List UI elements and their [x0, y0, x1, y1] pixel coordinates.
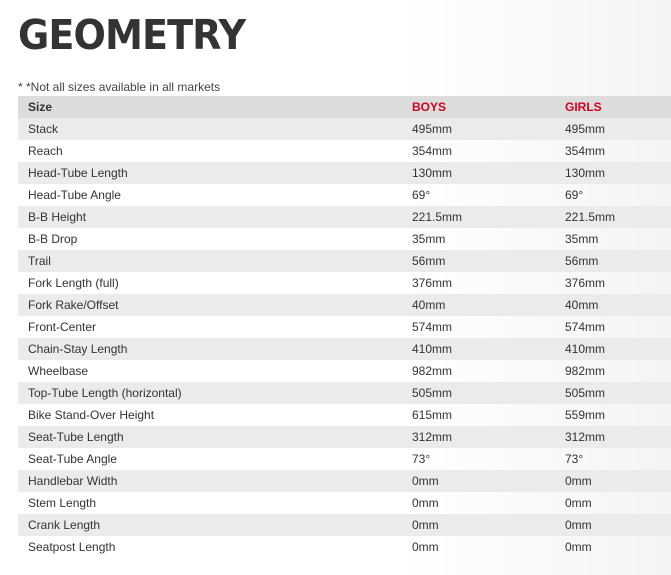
table-row [18, 514, 671, 536]
boys-value: 354mm [412, 144, 453, 158]
table-row [18, 206, 671, 228]
girls-value: 40mm [565, 298, 599, 312]
measurement-label: B-B Height [28, 210, 87, 224]
boys-value: 615mm [412, 408, 453, 422]
girls-value: 0mm [565, 540, 592, 554]
girls-value: 574mm [565, 320, 606, 334]
boys-value: 221.5mm [412, 210, 463, 224]
measurement-label: Fork Length (full) [28, 276, 119, 290]
girls-value: 0mm [565, 474, 592, 488]
geometry-table [18, 96, 671, 558]
girls-value: 982mm [565, 364, 606, 378]
header-boys: BOYS [412, 100, 447, 114]
boys-value: 130mm [412, 166, 453, 180]
boys-value: 410mm [412, 342, 453, 356]
girls-value: 35mm [565, 232, 599, 246]
measurement-label: Chain-Stay Length [28, 342, 128, 356]
table-row [18, 316, 671, 338]
boys-value: 40mm [412, 298, 446, 312]
header-row [18, 96, 671, 118]
boys-value: 376mm [412, 276, 453, 290]
measurement-label: Stem Length [28, 496, 97, 510]
measurement-label: B-B Drop [28, 232, 78, 246]
table-row [18, 382, 671, 404]
measurement-label: Top-Tube Length (horizontal) [28, 386, 182, 400]
measurement-label: Bike Stand-Over Height [28, 408, 155, 422]
table-row [18, 250, 671, 272]
girls-value: 130mm [565, 166, 606, 180]
girls-value: 495mm [565, 122, 606, 136]
measurement-label: Seat-Tube Angle [28, 452, 117, 466]
girls-value: 69° [565, 188, 584, 202]
boys-value: 312mm [412, 430, 453, 444]
girls-value: 354mm [565, 144, 606, 158]
measurement-label: Seatpost Length [28, 540, 116, 554]
table-row [18, 536, 671, 558]
table-row [18, 228, 671, 250]
boys-value: 35mm [412, 232, 446, 246]
availability-note: * *Not all sizes available in all markets [18, 80, 221, 94]
table-row [18, 470, 671, 492]
table-row [18, 118, 671, 140]
girls-value: 376mm [565, 276, 606, 290]
girls-value: 56mm [565, 254, 599, 268]
measurement-label: Trail [28, 254, 51, 268]
boys-value: 69° [412, 188, 431, 202]
boys-value: 982mm [412, 364, 453, 378]
boys-value: 0mm [412, 474, 439, 488]
boys-value: 73° [412, 452, 431, 466]
girls-value: 505mm [565, 386, 606, 400]
girls-value: 221.5mm [565, 210, 616, 224]
measurement-label: Wheelbase [28, 364, 89, 378]
measurement-label: Front-Center [28, 320, 97, 334]
boys-value: 56mm [412, 254, 446, 268]
measurement-label: Head-Tube Length [28, 166, 128, 180]
header-girls: GIRLS [565, 100, 602, 114]
table-row [18, 338, 671, 360]
boys-value: 0mm [412, 496, 439, 510]
measurement-label: Crank Length [28, 518, 101, 532]
measurement-label: Head-Tube Angle [28, 188, 121, 202]
table-row [18, 184, 671, 206]
table-row [18, 272, 671, 294]
measurement-label: Handlebar Width [28, 474, 118, 488]
measurement-label: Reach [28, 144, 63, 158]
table-body [18, 118, 671, 558]
table-row [18, 140, 671, 162]
table-row [18, 448, 671, 470]
girls-value: 559mm [565, 408, 606, 422]
boys-value: 505mm [412, 386, 453, 400]
girls-value: 0mm [565, 496, 592, 510]
table-row [18, 294, 671, 316]
boys-value: 0mm [412, 518, 439, 532]
table-row [18, 404, 671, 426]
girls-value: 73° [565, 452, 584, 466]
girls-value: 0mm [565, 518, 592, 532]
table-row [18, 360, 671, 382]
boys-value: 574mm [412, 320, 453, 334]
boys-value: 0mm [412, 540, 439, 554]
table-header [18, 96, 671, 118]
table-row [18, 426, 671, 448]
table-row [18, 492, 671, 514]
measurement-label: Stack [28, 122, 59, 136]
boys-value: 495mm [412, 122, 453, 136]
girls-value: 410mm [565, 342, 606, 356]
table-row [18, 162, 671, 184]
girls-value: 312mm [565, 430, 606, 444]
page-title: GEOMETRY [18, 11, 246, 59]
header-size: Size [28, 100, 53, 114]
measurement-label: Seat-Tube Length [28, 430, 124, 444]
measurement-label: Fork Rake/Offset [28, 298, 119, 312]
